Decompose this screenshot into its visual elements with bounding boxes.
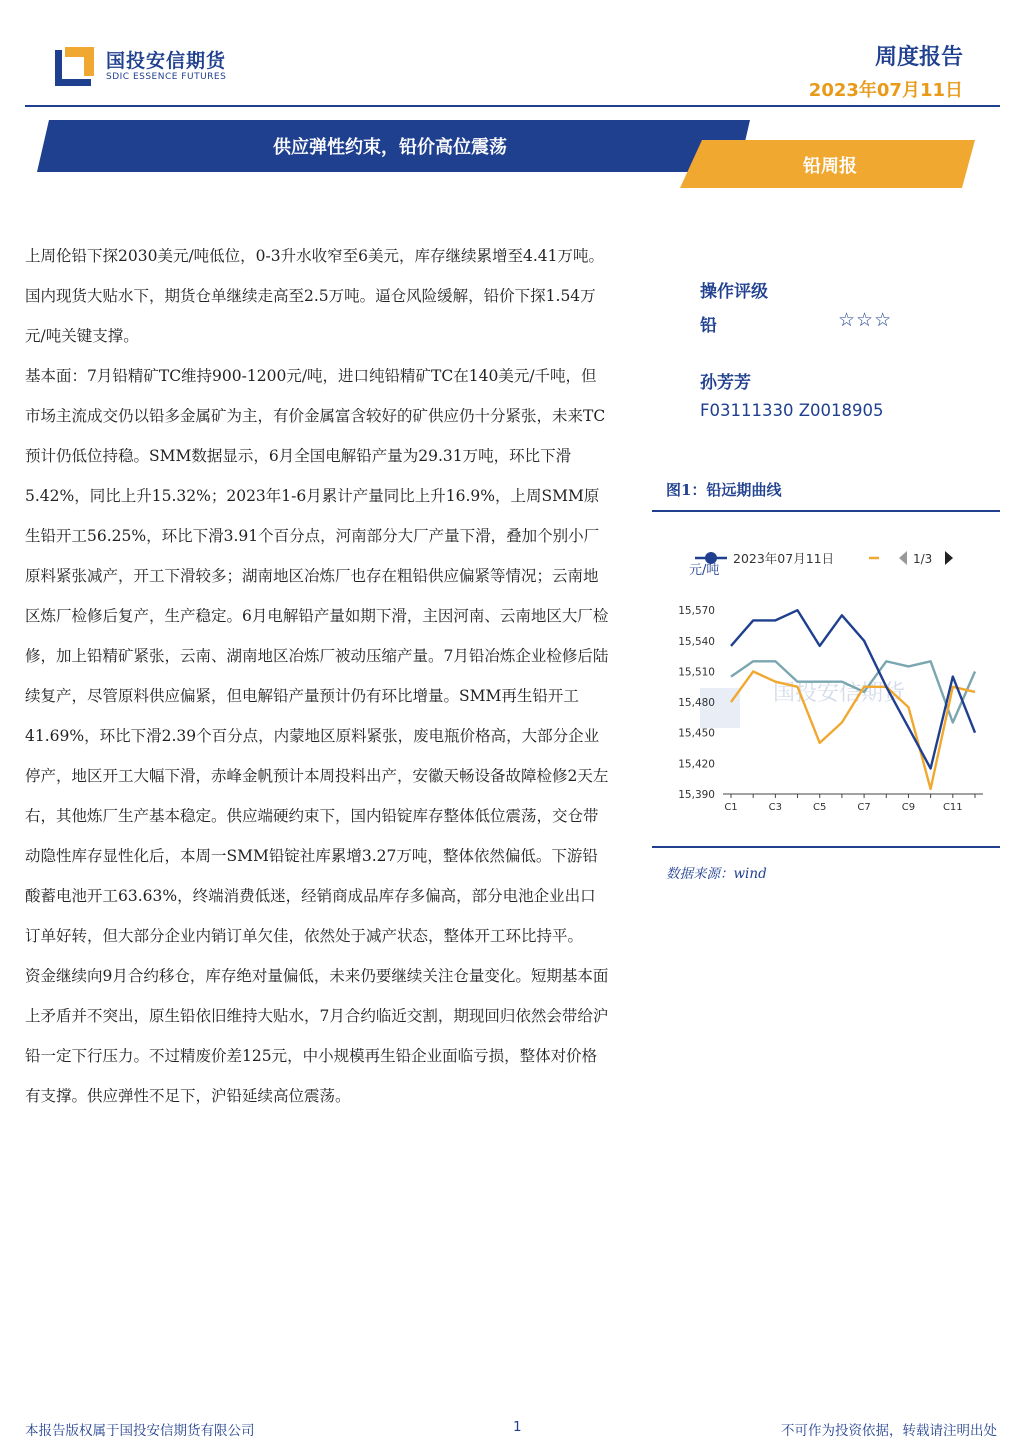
- y-tick-label: 15,540: [678, 635, 715, 648]
- pager-text: 1/3: [913, 552, 933, 566]
- watermark-text: 国投安信期货: [773, 681, 906, 706]
- y-tick-label: 15,420: [678, 758, 715, 771]
- y-tick-label: 15,450: [678, 727, 715, 740]
- rating-heading: 操作评级: [700, 282, 768, 302]
- x-tick-label: C3: [768, 802, 783, 813]
- header-divider: [25, 105, 1000, 107]
- body-paragraph: 资金继续向9月合约移仓，库存绝对量偏低，未来仍要继续关注仓量变化。短期基本面上矛盾并不突出，原生铅依旧维持大贴水，7月合约临近交割，期现回归依然会带给沪铅一定下行压力。不过精废价差125元，中小规模再生铅企业面临亏损，整体对价格有支撑。供应弹性不足下，沪铅延续高位震荡。: [25, 967, 609, 1105]
- analyst-license-ids: F03111330 Z0018905: [700, 401, 884, 420]
- figure-bottom-rule: [652, 846, 1000, 848]
- footer-disclaimer: 不可作为投资依据，转载请注明出处: [781, 1423, 997, 1439]
- forward-curve-chart: [655, 538, 995, 828]
- x-tick-label: C9: [901, 802, 916, 813]
- page-number: 1: [513, 1419, 522, 1435]
- body-paragraph: 上周伦铅下探2030美元/吨低位，0-3升水收窄至6美元，库存继续累增至4.41万吨。国内现货大贴水下，期货仓单继续走高至2.5万吨。逼仓风险缓解，铅价下探1.54万元/吨关键支撑。: [25, 247, 605, 345]
- figure-top-rule: [652, 510, 1000, 512]
- x-tick-label: C7: [857, 802, 871, 813]
- analyst-name: 孙芳芳: [700, 373, 751, 393]
- report-title: 供应弹性约束，铅价高位震荡: [273, 137, 507, 158]
- rating-stars: ☆☆☆: [838, 309, 893, 331]
- report-category: 铅周报: [803, 156, 857, 177]
- x-tick-label: C1: [724, 802, 738, 813]
- report-type: 周度报告: [874, 45, 963, 70]
- company-name: 国投安信期货: [106, 50, 227, 72]
- y-tick-label: 15,510: [678, 666, 715, 679]
- company-logo-icon: [55, 44, 97, 86]
- body-paragraph: 基本面：7月铅精矿TC维持900-1200元/吨，进口纯铅精矿TC在140美元/千吨，但市场主流成交仍以铅多金属矿为主，有价金属富含较好的矿供应仍十分紧张，未来TC预计仍低位持稳。SMM数据显示，6月全国电解铅产量为29.31万吨，环比下滑5.42%，同比上升15.32%；2023年1-6月累计产量同比上升16.9%，上周SMM原生铅开工56.25%，环比下滑3.91个百分点，河南部分大厂产量下滑，叠加个别小厂原料紧张减产，开工下滑较多；湖南地区冶炼厂也存在粗铅供应偏紧等情况；云南地区炼厂检修后复产，生产稳定。6月电解铅产量如期下滑，主因河南、云南地区大厂检修，加上铅精矿紧张，云南、湖南地区冶炼厂被动压缩产量。7月铅冶炼企业检修后陆续复产，尽管原料供应偏紧，但电解铅产量预计仍有环比增量。SMM再生铅开工41.69%，环比下滑2.39个百分点，内蒙地区原料紧张，废电瓶价格高，大部分企业停产，地区开工大幅下滑，赤峰金帆预计本周投料出产，安徽天畅设备故障检修2天左右，其他炼厂生产基本稳定。供应端硬约束下，国内铅锭库存整体低位震荡，交仓带动隐性库存显性化后，本周一SMM铅锭社库累增3.27万吨，整体依然偏低。下游铅酸蓄电池开工63.63%，终端消费低迷，经销商成品库存多偏高，部分电池企业出口订单好转，但大部分企业内销订单欠佳，依然处于减产状态，整体开工环比持平。: [25, 367, 609, 945]
- company-name-english: SDIC ESSENCE FUTURES: [106, 72, 227, 82]
- y-tick-label: 15,390: [678, 789, 715, 801]
- rating-product: 铅: [700, 316, 717, 336]
- report-body: [25, 236, 610, 1116]
- pager-prev-icon: [899, 551, 907, 565]
- y-axis-unit: 元/吨: [689, 563, 720, 578]
- figure-source: 数据来源：wind: [666, 866, 767, 882]
- footer-copyright: 本报告版权属于国投安信期货有限公司: [25, 1423, 255, 1439]
- x-tick-label: C5: [813, 802, 827, 813]
- report-date: 2023年07月11日: [808, 80, 963, 101]
- pager-next-icon: [945, 551, 953, 565]
- y-tick-label: 15,480: [678, 697, 715, 710]
- chart-legend: [689, 551, 953, 578]
- figure-title: 图1：铅远期曲线: [666, 481, 782, 499]
- x-tick-label: C11: [942, 802, 963, 813]
- legend-label-1: 2023年07月11日: [733, 551, 835, 566]
- y-tick-label: 15,570: [678, 605, 715, 618]
